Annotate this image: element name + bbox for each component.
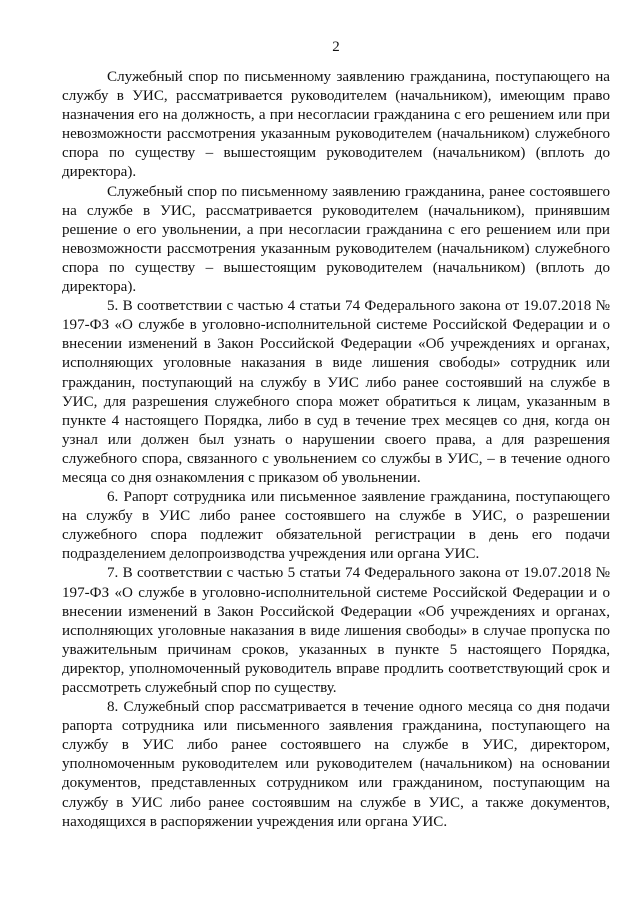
paragraph-item-5: 5. В соответствии с частью 4 статьи 74 Федерального закона от 19.07.2018 № 197-ФЗ «О службе в уголовно-исполнительной системе Российской Федерации и о внесении изменений в Закон Российской Федерации «Об учреждениях и органах, исполняющих уголовные наказания в виде лишения свободы» сотрудник или гражданин, поступающий на службу в УИС либо ранее состоявший на службе в УИС, для разрешения служебного спора может обратиться к лицам, указанным в пункте 4 настоящего Порядка, либо в суд в течение трех месяцев со дня, когда он узнал или должен был узнать о нарушении своего права, а для разрешения служебного спора, связанного с увольнением со службы в УИС, – в течение одного месяца со дня ознакомления с приказом об увольнении. xyxy=(62,298,610,486)
paragraph-item-7: 7. В соответствии с частью 5 статьи 74 Федерального закона от 19.07.2018 № 197-ФЗ «О службе в уголовно-исполнительной системе Российской Федерации и о внесении изменений в Закон Российской Федерации «Об учреждениях и органах, исполняющих уголовные наказания в виде лишения свободы» в случае пропуска по уважительным причинам сроков, указанных в пункте 5 настоящего Порядка, директор, уполномоченный руководитель вправе продлить соответствующий срок и рассмотреть служебный спор по существу. xyxy=(62,565,610,696)
paragraph-dispute-former-employee: Служебный спор по письменному заявлению гражданина, ранее состоявшего на службе в УИС, рассматривается руководителем (начальником), принявшим решение о его увольнении, а при несогласии гражданина с его решением или при невозможности рассмотрения указанным руководителем (начальником) служебного спора по существу – вышестоящим руководителем (начальником) (вплоть до директора). xyxy=(62,183,610,296)
page-number: 2 xyxy=(332,39,340,55)
paragraph-dispute-applicant: Служебный спор по письменному заявлению гражданина, поступающего на службу в УИС, рассматривается руководителем (начальником), имеющим право назначения его на должность, а при несогласии гражданина с его решением или при невозможности рассмотрения указанным руководителем (начальником) служебного спора по существу – вышестоящим руководителем (начальником) (вплоть до директора). xyxy=(62,69,610,181)
paragraph-item-8: 8. Служебный спор рассматривается в течение одного месяца со дня подачи рапорта сотрудника или письменного заявления гражданина, поступающего на службу в УИС либо ранее состоявшего на службе в УИС, директором, уполномоченным руководителем или руководителем (начальником) на основании документов, представленных сотрудником или гражданином, поступающим на службу в УИС либо ранее состоявшим на службе в УИС, а также документов, находящихся в распоряжении учреждения или органа УИС. xyxy=(62,699,610,830)
paragraph-item-6: 6. Рапорт сотрудника или письменное заявление гражданина, поступающего на службу в УИС либо ранее состоявшего на службе в УИС, о разрешении служебного спора подлежит обязательной регистрации в день его подачи подразделением делопроизводства учреждения или органа УИС. xyxy=(62,489,610,563)
